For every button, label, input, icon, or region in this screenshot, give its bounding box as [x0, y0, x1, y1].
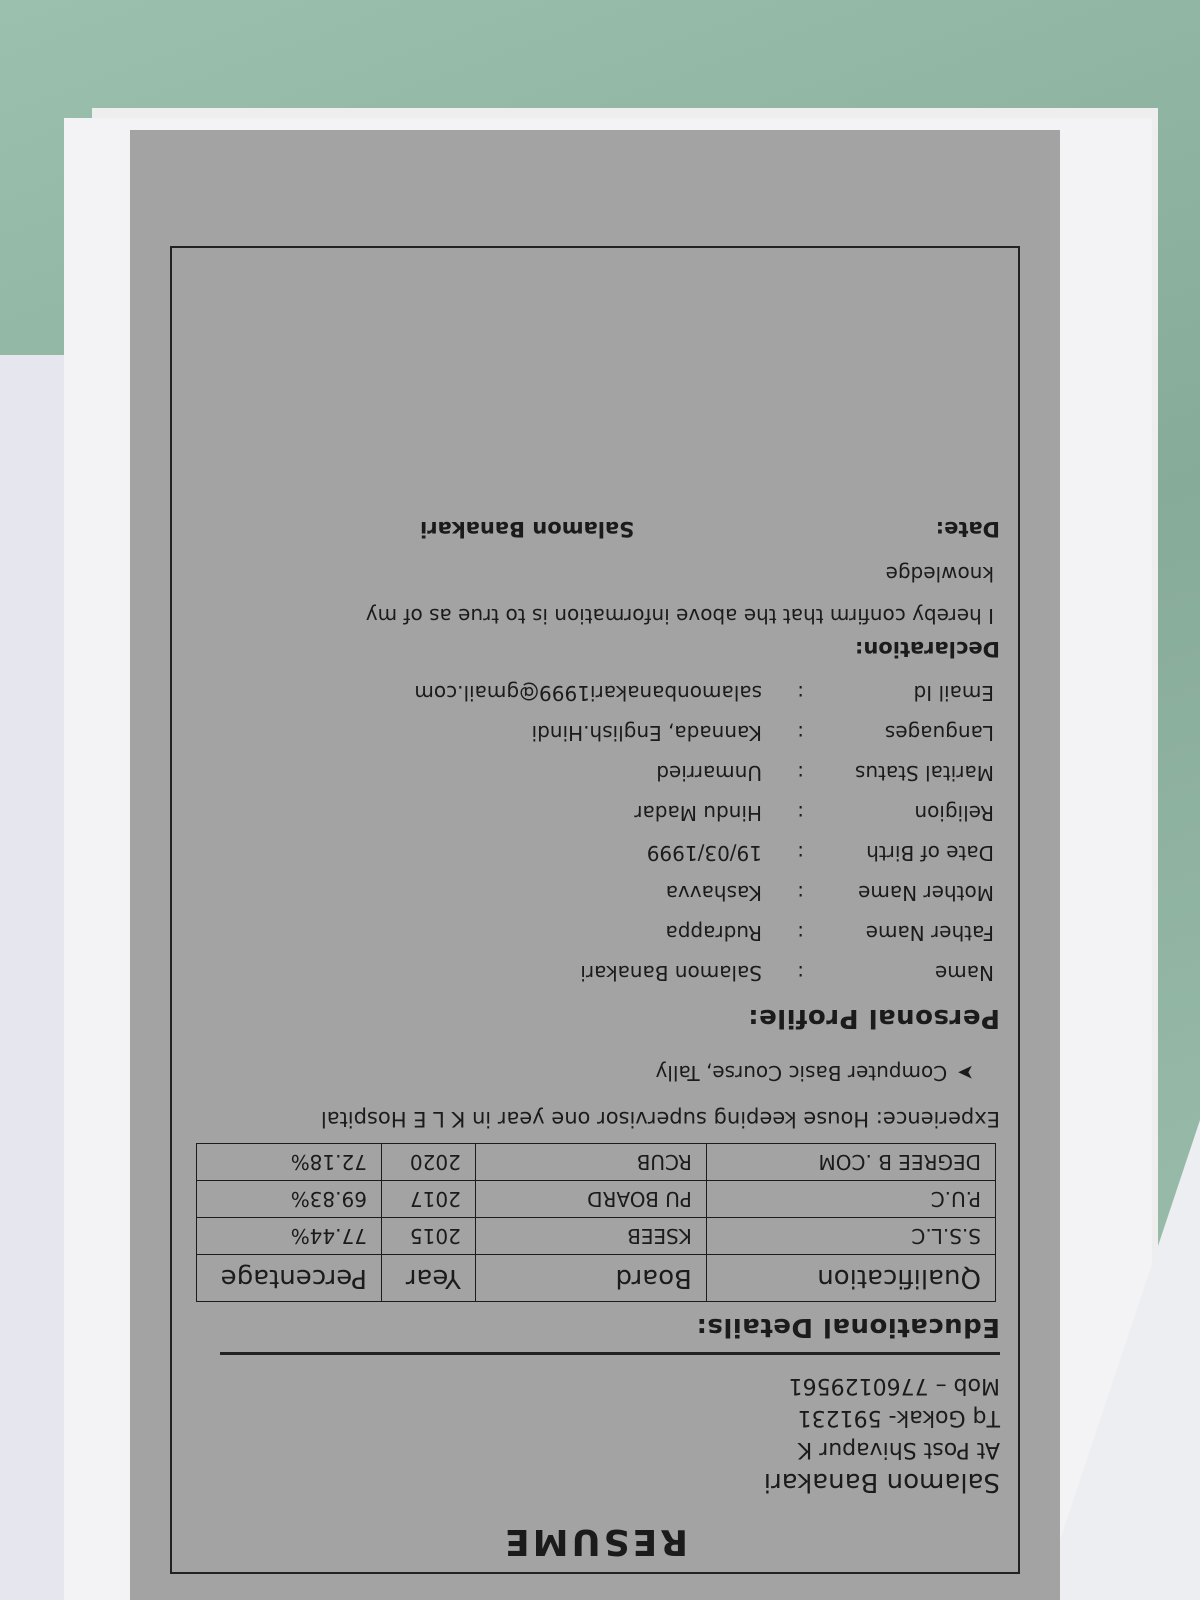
signature-name: Salamon Banakari: [420, 517, 635, 541]
profile-value: Salamon Banakari: [580, 961, 762, 985]
profile-row-mother-name: [190, 873, 994, 913]
profile-separator: :: [797, 881, 804, 905]
profile-value: 19/03/1999: [646, 841, 762, 865]
contact-name: Salamon Banakari: [763, 1467, 1000, 1497]
resume-title: RESUME: [502, 1521, 688, 1562]
table-row: [197, 1144, 996, 1181]
board-cell: KSEEB: [475, 1218, 706, 1255]
profile-label: Father Name: [865, 921, 994, 945]
profile-separator: :: [797, 721, 804, 745]
profile-value: salamonbanakari1999@gmail.com: [414, 681, 762, 705]
education-table: [196, 1143, 996, 1302]
table-row: [197, 1181, 996, 1218]
contact-block: [190, 1369, 1000, 1499]
arrow-bullet-icon: ➤: [957, 1061, 974, 1085]
profile-row-name: [190, 953, 994, 993]
column-header-qualification: Qualification: [706, 1255, 995, 1302]
resume-page: [130, 130, 1060, 1600]
board-cell: PU BOARD: [475, 1181, 706, 1218]
column-header-board: Board: [475, 1255, 706, 1302]
profile-row-email: [190, 673, 994, 713]
education-heading: Educational Details:: [696, 1312, 1000, 1342]
profile-row-religion: [190, 793, 994, 833]
profile-row-marital-status: [190, 753, 994, 793]
profile-list: [190, 673, 1000, 993]
profile-value: Kashavva: [665, 881, 762, 905]
profile-separator: :: [797, 801, 804, 825]
declaration-heading: Declaration:: [854, 637, 1000, 661]
qualification-cell: S.S.L.C: [706, 1218, 995, 1255]
header-divider: [220, 1352, 1000, 1355]
profile-label: Date of Birth: [866, 841, 994, 865]
date-label: Date:: [935, 517, 1000, 541]
profile-separator: :: [797, 681, 804, 705]
profile-value: Kannada, English.Hindi: [531, 721, 762, 745]
column-header-percentage: Percentage: [197, 1255, 382, 1302]
profile-separator: :: [797, 961, 804, 985]
profile-label: Email Id: [913, 681, 994, 705]
year-cell: 2015: [381, 1218, 475, 1255]
profile-label: Marital Status: [854, 761, 994, 785]
profile-label: Languages: [884, 721, 994, 745]
profile-label: Religion: [914, 801, 994, 825]
percentage-cell: 77.44%: [197, 1218, 382, 1255]
percentage-cell: 69.83%: [197, 1181, 382, 1218]
qualification-cell: P.U.C: [706, 1181, 995, 1218]
personal-profile-heading: Personal Profile:: [747, 1003, 1000, 1033]
mobile-number: Mob – 7760129561: [788, 1373, 1000, 1398]
profile-row-father-name: [190, 913, 994, 953]
profile-separator: :: [797, 921, 804, 945]
table-row: [197, 1218, 996, 1255]
profile-value: Rudrappa: [665, 921, 762, 945]
declaration-text: I hereby confirm that the above information is to true as of my knowledge: [365, 562, 994, 628]
profile-row-date-of-birth: [190, 833, 994, 873]
profile-separator: :: [797, 761, 804, 785]
column-header-year: Year: [381, 1255, 475, 1302]
resume-content: [190, 517, 1000, 1562]
year-cell: 2020: [381, 1144, 475, 1181]
address-line-2: Tq Gokak- 591231: [797, 1405, 1000, 1430]
profile-label: Mother Name: [858, 881, 994, 905]
qualification-cell: DEGREE B .COM: [706, 1144, 995, 1181]
board-cell: RCUB: [475, 1144, 706, 1181]
address-line-1: At Post Shivapur K: [797, 1437, 1000, 1462]
education-table-header: [197, 1255, 996, 1302]
skill-item: [190, 1061, 974, 1085]
experience-line: Experience: House keeping supervisor one year in K L E Hospital: [320, 1107, 1000, 1131]
profile-value: Unmarried: [656, 761, 762, 785]
profile-separator: :: [797, 841, 804, 865]
signature-row: [420, 517, 1000, 541]
profile-row-languages: [190, 713, 994, 753]
profile-value: Hindu Madar: [634, 801, 762, 825]
year-cell: 2017: [381, 1181, 475, 1218]
profile-label: Name: [934, 961, 994, 985]
skill-text: Computer Basic Course, Tally: [655, 1061, 948, 1085]
percentage-cell: 72.18%: [197, 1144, 382, 1181]
